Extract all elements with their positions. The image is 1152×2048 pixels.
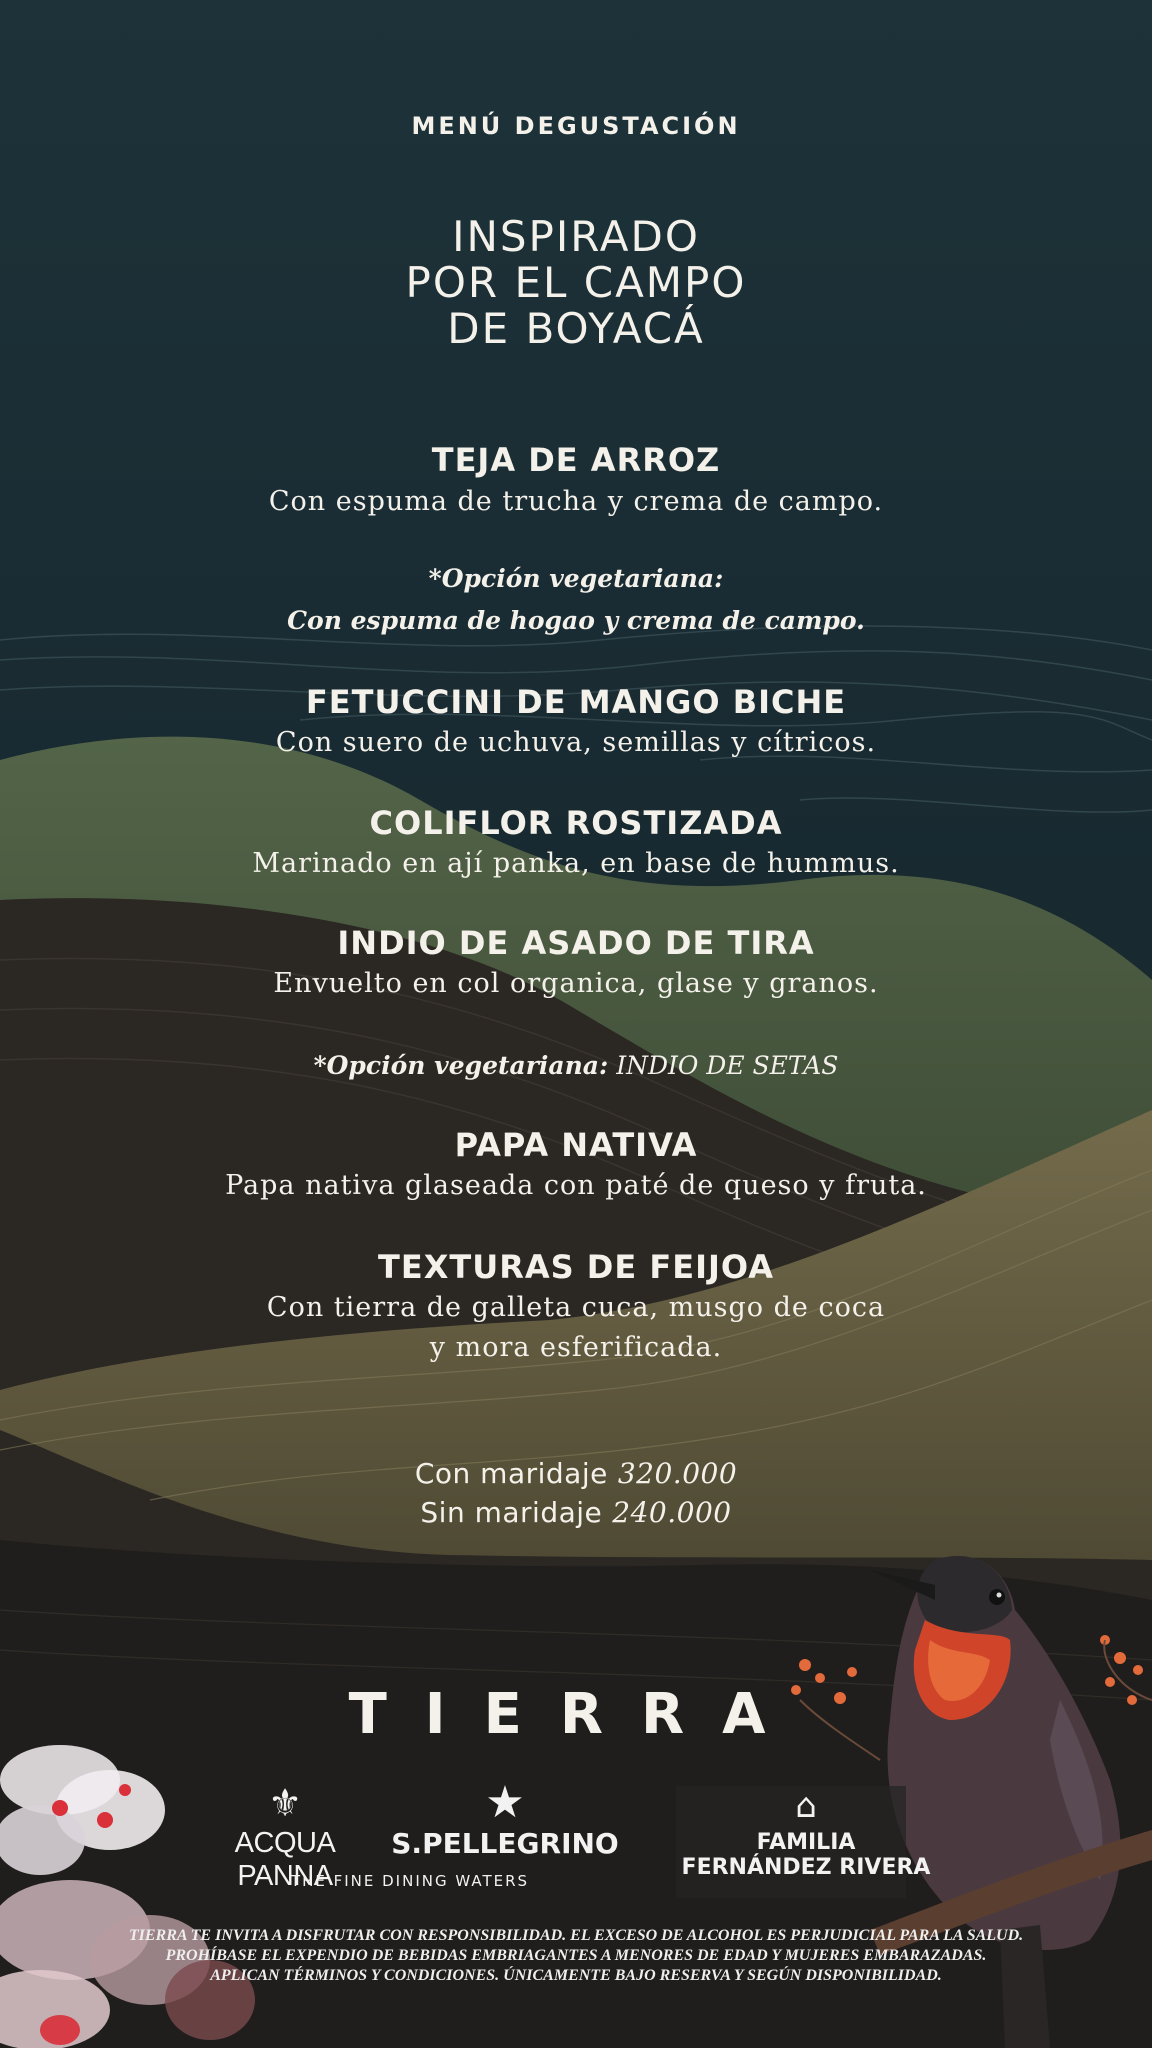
menu-title xyxy=(0,214,1152,352)
dish-desc-indio-asado: Envuelto en col organica, glase y granos. xyxy=(273,968,879,999)
dish-name-fetuccini: FETUCCINI DE MANGO BICHE xyxy=(305,683,847,721)
price-amount: 240.000 xyxy=(612,1496,732,1529)
familia-text: FAMILIA xyxy=(756,1830,856,1855)
price-label: Con maridaje xyxy=(414,1457,608,1490)
title-line: POR EL CAMPO xyxy=(405,258,747,307)
dish-desc-teja-de-arroz: Con espuma de trucha y crema de campo. xyxy=(268,486,884,517)
star-icon: ★ xyxy=(485,1777,525,1828)
acqua-panna-text: ACQUA PANNA xyxy=(234,1827,336,1892)
vegetarian-option-1 xyxy=(0,558,1152,642)
legal-line: TIERRA TE INVITA A DISFRUTAR CON RESPONSIBILIDAD. EL EXCESO DE ALCOHOL ES PERJUDICIAL PARA LA SALUD. xyxy=(128,1927,1024,1944)
legal-disclaimer xyxy=(0,1926,1152,1986)
menu-kicker: MENÚ DEGUSTACIÓN xyxy=(411,112,741,140)
legal-line: PROHÍBASE EL EXPENDIO DE BEBIDAS EMBRIAGANTES A MENORES DE EDAD Y MUJERES EMBARAZADAS. xyxy=(165,1947,987,1964)
pellegrino-logo xyxy=(385,1777,625,1860)
vegetarian-label: *Opción vegetariana: xyxy=(313,1051,609,1080)
title-line: INSPIRADO xyxy=(452,212,700,261)
legal-line: APLICAN TÉRMINOS Y CONDICIONES. ÚNICAMENTE BAJO RESERVA Y SEGÚN DISPONIBILIDAD. xyxy=(210,1967,942,1984)
vegetarian-label: *Opción vegetariana: xyxy=(428,564,724,593)
dish-desc-papa-nativa: Papa nativa glaseada con paté de queso y fruta. xyxy=(225,1170,927,1201)
price-amount: 320.000 xyxy=(617,1457,738,1490)
fine-dining-tagline xyxy=(195,1872,625,1890)
dish-name-papa-nativa: PAPA NATIVA xyxy=(454,1126,698,1164)
dish-name-teja-de-arroz: TEJA DE ARROZ xyxy=(431,441,721,479)
dish-desc-texturas-feijoa-line2: y mora esferificada. xyxy=(429,1332,723,1363)
dish-name-coliflor: COLIFLOR ROSTIZADA xyxy=(369,804,783,842)
familia-name-text: FERNÁNDEZ RIVERA xyxy=(681,1855,931,1880)
price-label: Sin maridaje xyxy=(420,1496,603,1529)
vegetarian-text: Con espuma de hogao y crema de campo. xyxy=(287,606,865,635)
tierra-logo: TIERRA xyxy=(348,1682,804,1747)
fleur-de-lis-icon: ⚜ xyxy=(267,1781,303,1825)
dish-desc-fetuccini: Con suero de uchuva, semillas y cítricos. xyxy=(275,727,877,758)
dish-name-texturas-feijoa: TEXTURAS DE FEIJOA xyxy=(378,1248,774,1286)
dish-desc-texturas-feijoa-line1: Con tierra de galleta cuca, musgo de coca xyxy=(266,1292,886,1323)
familia-fernandez-rivera-logo xyxy=(676,1786,936,1880)
dish-name-indio-asado: INDIO DE ASADO DE TIRA xyxy=(337,924,815,962)
dish-desc-coliflor: Marinado en ají panka, en base de hummus. xyxy=(252,848,900,879)
title-line: DE BOYACÁ xyxy=(447,304,705,353)
tagline-text: THE FINE DINING WATERS xyxy=(290,1872,530,1890)
vegetarian-option-2 xyxy=(0,1045,1152,1087)
vegetarian-text: INDIO DE SETAS xyxy=(616,1051,839,1080)
cross-house-icon: ⌂ xyxy=(795,1786,817,1826)
price-with-pairing xyxy=(0,1457,1152,1490)
price-without-pairing xyxy=(0,1496,1152,1529)
pellegrino-text: S.PELLEGRINO xyxy=(391,1827,619,1860)
